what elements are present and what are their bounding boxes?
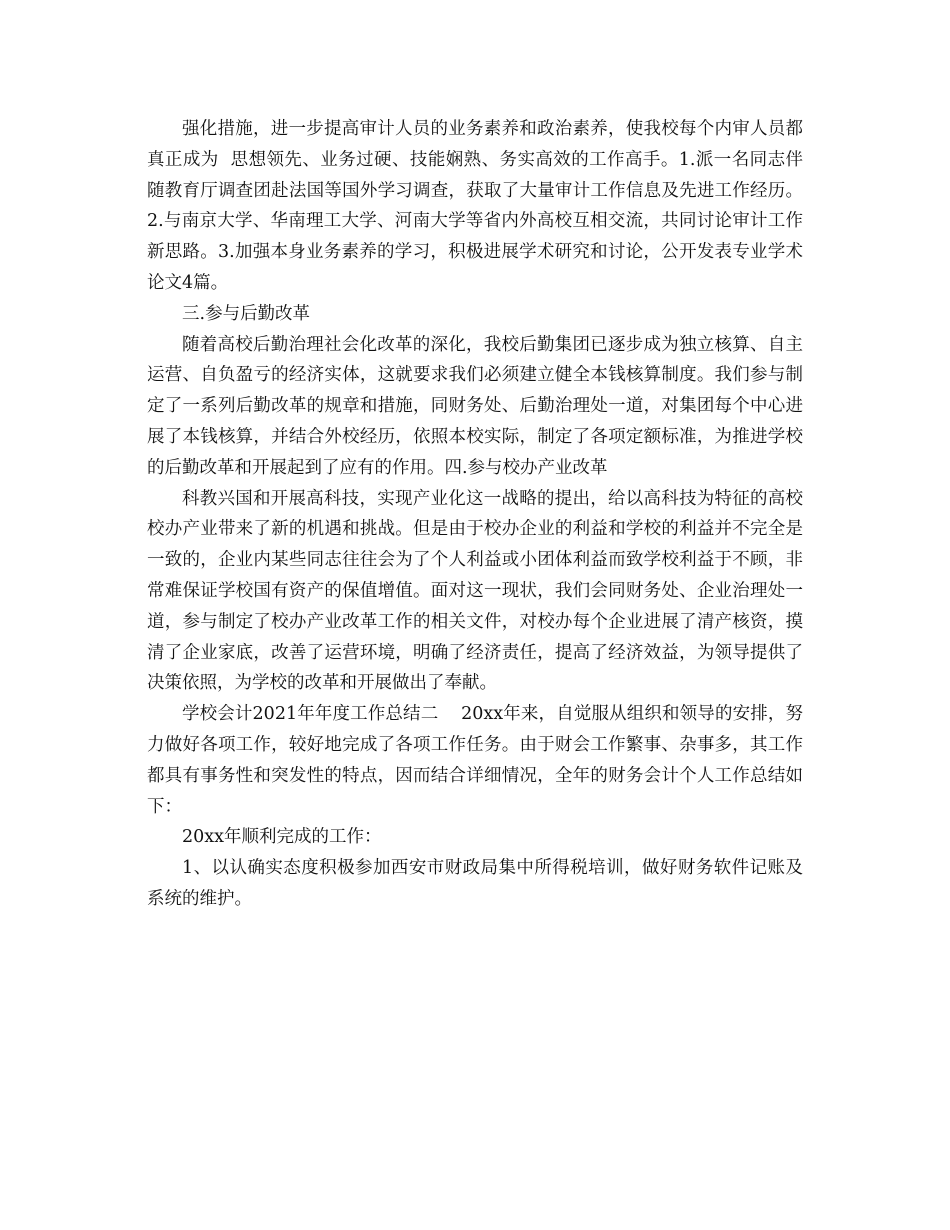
paragraph-audit-measures: 强化措施，进一步提高审计人员的业务素养和政治素养，使我校每个内审人员都真正成为 思想领先、业务过硬、技能娴熟、务实高效的工作高手。1.派一名同志伴随教育厅调查团赴法国等国外学习调查，获取了大量审计工作信息及先进工作经历。2.与南京大学、华南理工大学、河南大学等省内外高校互相交流，共同讨论审计工作新思路。3.加强本身业务素养的学习，积极进展学术研究和讨论，公开发表专业学术论文4篇。: [147, 119, 803, 293]
paragraph-summary-two: 学校会计2021年年度工作总结二 20xx年来，自觉服从组织和领导的安排，努力做好各项工作，较好地完成了各项工作任务。由于财会工作繁事、杂事多，其工作都具有事务性和突发性的特点，因而结合详细情况，全年的财务会计个人工作总结如下：: [147, 704, 803, 817]
paragraph-item-one: 1、以认确实态度积极参加西安市财政局集中所得税培训，做好财务软件记账及系统的维护。: [147, 858, 803, 909]
document-body: [147, 114, 803, 915]
paragraph-logistics-reform: 随着高校后勤治理社会化改革的深化，我校后勤集团已逐步成为独立核算、自主运营、自负盈亏的经济实体，这就要求我们必须建立健全本钱核算制度。我们参与制定了一系列后勤改革的规章和措施，同财务处、后勤治理处一道，对集团每个中心进展了本钱核算，并结合外校经历，依照本校实际，制定了各项定额标准，为推进学校的后勤改革和开展起到了应有的作用。四.参与校办产业改革: [147, 334, 803, 478]
heading-logistics-reform: 三.参与后勤改革: [182, 303, 311, 324]
heading-completed-work: 20xx年顺利完成的工作：: [182, 827, 382, 848]
paragraph-industry-reform: 科教兴国和开展高科技，实现产业化这一战略的提出，给以高科技为特征的高校校办产业带来了新的机遇和挑战。但是由于校办企业的利益和学校的利益并不完全是一致的，企业内某些同志往往会为了个人利益或小团体利益而致学校利益于不顾，非常难保证学校国有资产的保值增值。面对这一现状，我们会同财务处、企业治理处一道，参与制定了校办产业改革工作的相关文件，对校办每个企业进展了清产核资，摸清了企业家底，改善了运营环境，明确了经济责任，提高了经济效益，为领导提供了决策依照，为学校的改革和开展做出了奉献。: [147, 488, 803, 694]
